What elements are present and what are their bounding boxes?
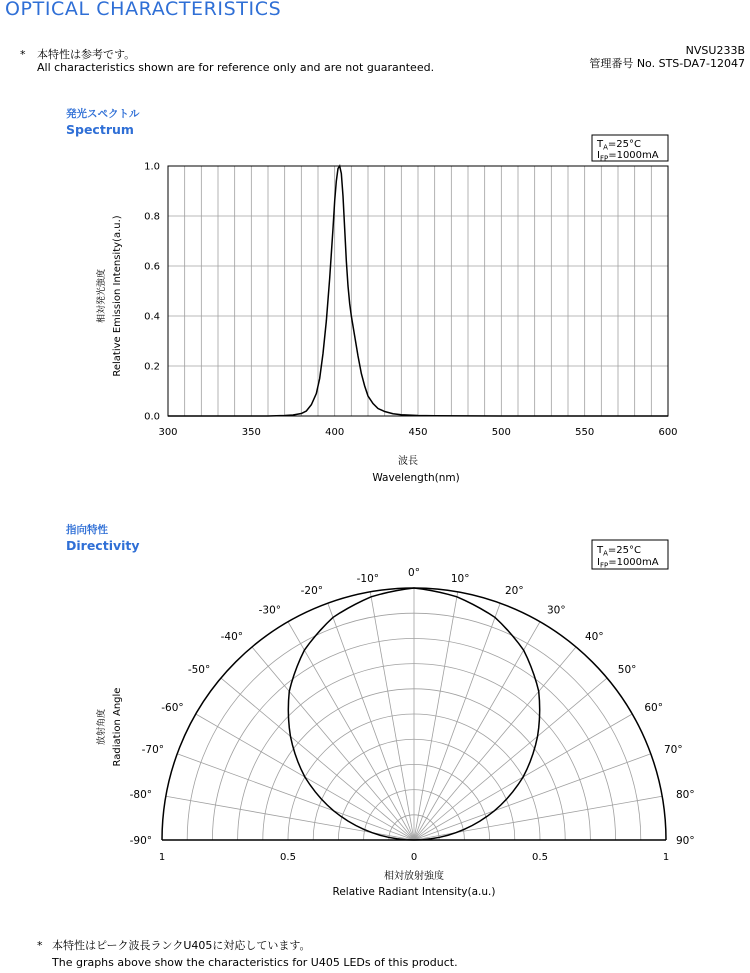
directivity-angle-label: -40° bbox=[220, 631, 244, 644]
directivity-angle-label: -10° bbox=[356, 573, 380, 586]
spectrum-y-tick-label: 1.0 bbox=[144, 161, 160, 173]
footer-note-jp: 本特性はピーク波長ランクU405に対応しています。 bbox=[52, 939, 311, 952]
directivity-condition-temp: $T_A=25^\circ C$ bbox=[597, 545, 641, 558]
footer-note-marker: * bbox=[37, 939, 43, 952]
spectrum-ylabel-jp: 相対発光強度 bbox=[97, 268, 107, 324]
spectrum-y-tick-label: 0.4 bbox=[144, 311, 160, 323]
spectrum-y-tick-label: 0.8 bbox=[144, 211, 160, 223]
spectrum-condition-current: $I_{FP}=1000mA$ bbox=[597, 150, 659, 163]
directivity-angle-label: -70° bbox=[141, 744, 165, 757]
spectrum-x-tick-label: 400 bbox=[325, 427, 345, 438]
spectrum-title-jp: 発光スペクトル bbox=[66, 108, 140, 120]
spectrum-condition-box bbox=[592, 135, 668, 163]
page-title: OPTICAL CHARACTERISTICS bbox=[5, 0, 282, 20]
directivity-condition-box bbox=[592, 540, 668, 570]
spectrum-grid bbox=[168, 166, 668, 416]
spectrum-x-tick-label: 450 bbox=[408, 427, 428, 438]
footer-note-en: The graphs above show the characteristics for U405 LEDs of this product. bbox=[52, 956, 458, 969]
directivity-radial-label: 0.5 bbox=[532, 852, 548, 863]
directivity-angle-label: -80° bbox=[129, 788, 153, 801]
directivity-angle-label: 50° bbox=[617, 664, 637, 677]
directivity-xlabel-jp: 相対放射強度 bbox=[384, 871, 444, 882]
spectrum-x-tick-label: 600 bbox=[658, 427, 678, 438]
directivity-angle-label: 0° bbox=[408, 567, 420, 579]
directivity-angle-label: 40° bbox=[584, 631, 604, 644]
spectrum-x-tick-label: 500 bbox=[491, 427, 511, 438]
directivity-title-jp: 指向特性 bbox=[66, 524, 108, 536]
spectrum-y-tick-label: 0.6 bbox=[144, 261, 160, 273]
reference-note-marker: * bbox=[20, 48, 26, 61]
spectrum-x-tick-label: 300 bbox=[158, 427, 178, 438]
directivity-angle-label: 80° bbox=[675, 788, 695, 801]
spectrum-y-tick-label: 0.2 bbox=[144, 361, 160, 373]
directivity-angle-label: -60° bbox=[161, 702, 184, 714]
spectrum-x-tick-label: 550 bbox=[575, 427, 595, 438]
reference-note-en: All characteristics shown are for reference only and are not guaranteed. bbox=[37, 61, 435, 74]
directivity-radial-label: 0 bbox=[410, 852, 418, 863]
directivity-radial-labels bbox=[159, 852, 669, 863]
directivity-ylabel-jp: 放射角度 bbox=[97, 708, 107, 746]
directivity-angle-label: -20° bbox=[300, 585, 324, 598]
directivity-angle-label: 30° bbox=[547, 604, 566, 617]
directivity-angle-label: -30° bbox=[258, 604, 281, 617]
directivity-xlabel-en: Relative Radiant Intensity(a.u.) bbox=[332, 886, 496, 898]
part-number: NVSU233B bbox=[685, 44, 745, 57]
spectrum-y-ticks bbox=[144, 162, 160, 423]
directivity-ylabel-en: Radiation Angle bbox=[112, 687, 123, 767]
directivity-radial-label: 1 bbox=[158, 852, 166, 863]
directivity-grid bbox=[166, 588, 662, 840]
directivity-angle-label: 70° bbox=[663, 744, 683, 757]
control-number: 管理番号 No. STS-DA7-12047 bbox=[589, 57, 745, 70]
directivity-angle-label: -50° bbox=[187, 664, 211, 677]
directivity-radial-label: 1 bbox=[662, 852, 670, 863]
directivity-angle-label: 90° bbox=[676, 835, 695, 847]
spectrum-xlabel-jp: 波長 bbox=[398, 456, 418, 467]
spectrum-condition-temp: $T_A=25^\circ C$ bbox=[597, 139, 641, 152]
spectrum-x-tick-label: 350 bbox=[241, 427, 261, 438]
directivity-condition-current: $I_{FP}=1000mA$ bbox=[597, 557, 659, 570]
directivity-angle-label: 20° bbox=[504, 585, 524, 598]
directivity-title-en: Directivity bbox=[66, 538, 140, 553]
directivity-grid-spoke bbox=[221, 678, 414, 840]
spectrum-chart bbox=[95, 135, 678, 484]
spectrum-xlabel-en: Wavelength(nm) bbox=[372, 472, 460, 484]
spectrum-ylabel-en: Relative Emission Intensity(a.u.) bbox=[112, 215, 123, 377]
directivity-radial-label: 0.5 bbox=[280, 852, 296, 863]
reference-note-jp: 本特性は参考です。 bbox=[37, 48, 136, 61]
directivity-angle-label: -90° bbox=[129, 835, 152, 847]
directivity-angle-label: 60° bbox=[644, 702, 663, 714]
directivity-grid-spoke bbox=[414, 678, 607, 840]
spectrum-title-en: Spectrum bbox=[66, 122, 134, 137]
spectrum-x-ticks bbox=[158, 427, 677, 438]
spectrum-y-tick-label: 0.0 bbox=[144, 411, 160, 423]
directivity-chart bbox=[95, 540, 695, 898]
directivity-angle-label: 10° bbox=[450, 573, 470, 586]
